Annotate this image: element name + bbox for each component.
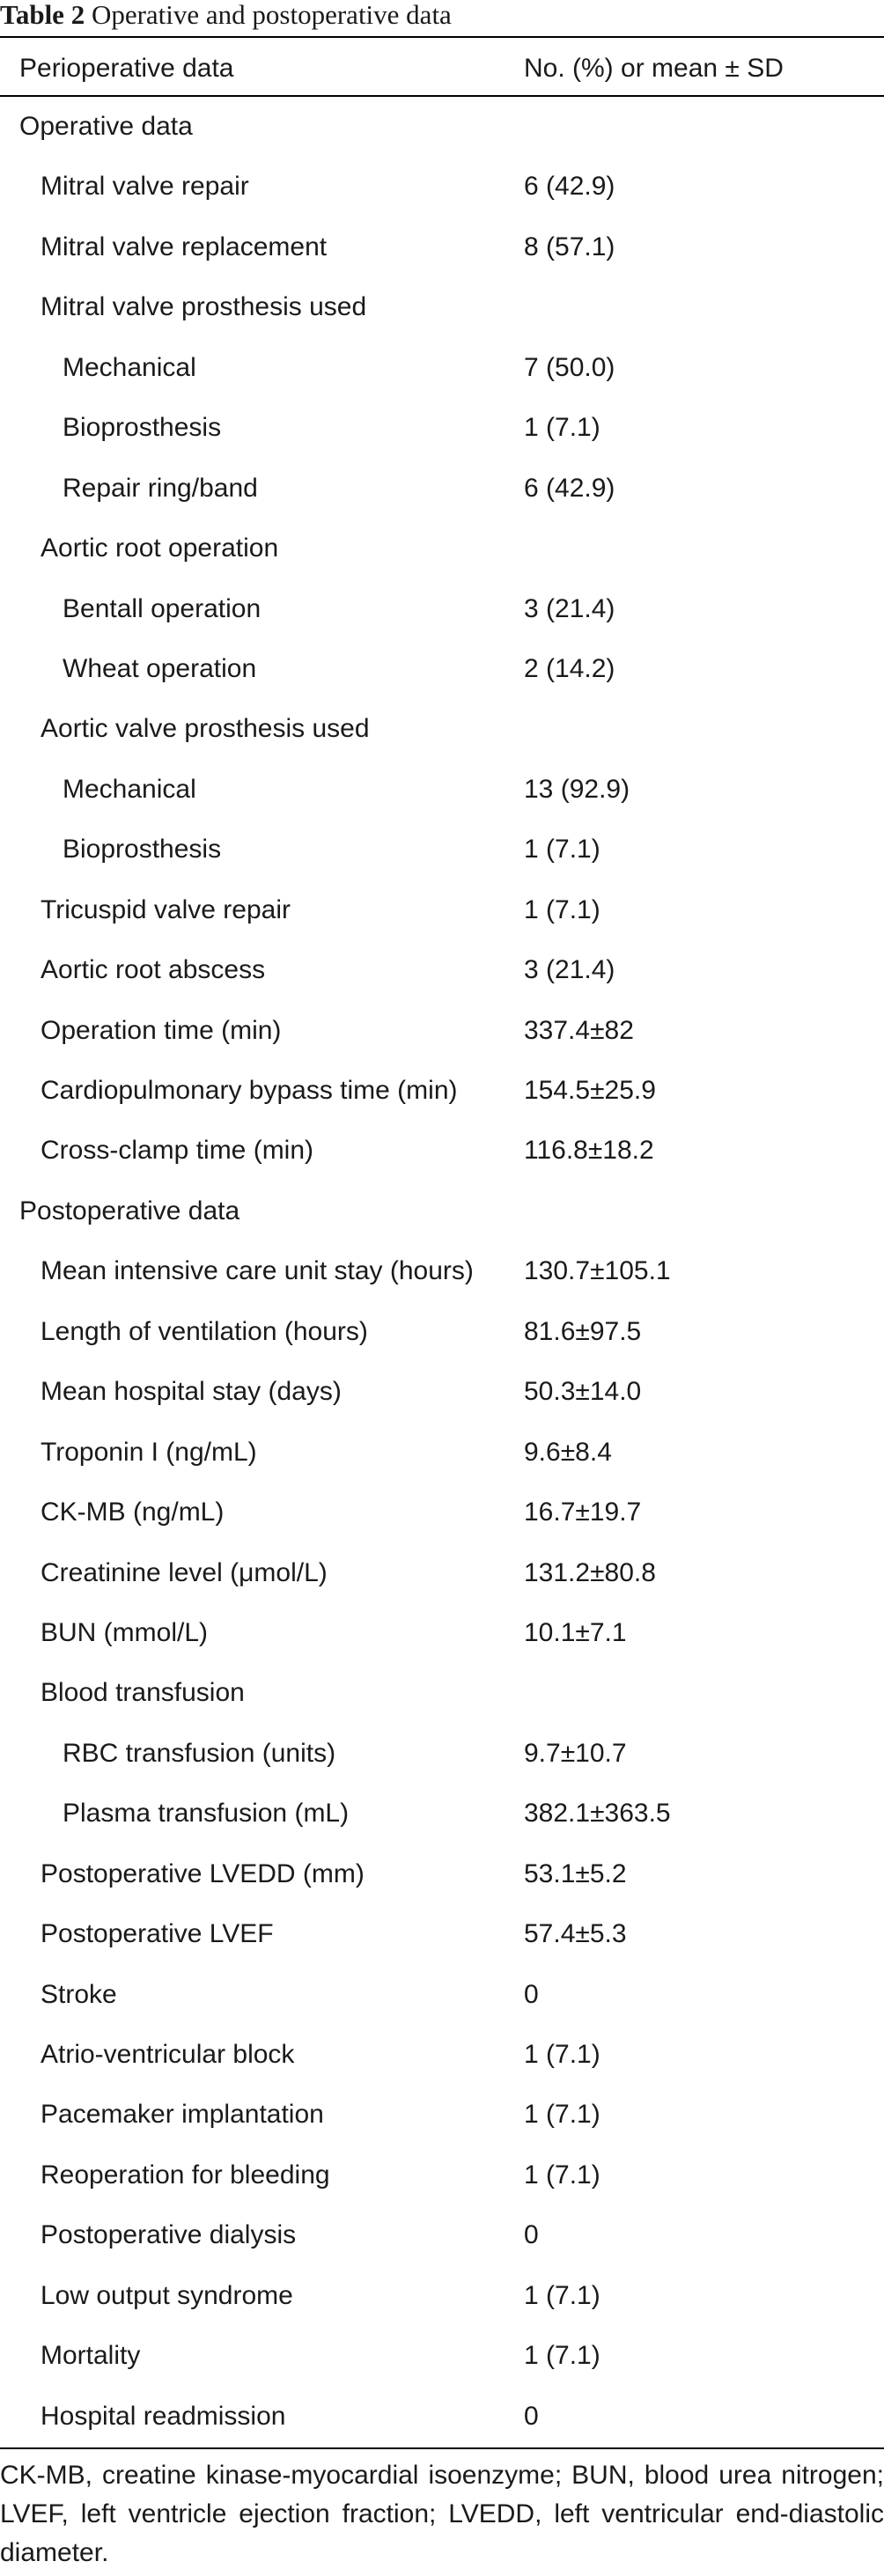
table-row	[0, 699, 884, 759]
row-label: Stroke	[41, 1979, 117, 2009]
table-row	[0, 639, 884, 699]
row-value: 116.8±18.2	[524, 1136, 654, 1166]
row-label: Mechanical	[63, 774, 196, 804]
table-row	[0, 157, 884, 217]
row-label: Wheat operation	[63, 653, 257, 683]
row-value: 50.3±14.0	[524, 1377, 642, 1407]
row-value: 6 (42.9)	[524, 473, 615, 503]
table-row	[0, 2387, 884, 2447]
table-row	[0, 459, 884, 519]
table-row	[0, 1423, 884, 1483]
row-label: Bioprosthesis	[63, 835, 222, 865]
row-value: 1 (7.1)	[524, 2040, 600, 2069]
table-row	[0, 1904, 884, 1964]
table-row	[0, 880, 884, 940]
table-row	[0, 1724, 884, 1784]
table-caption-label: Table 2	[0, 0, 85, 30]
row-label: Aortic root abscess	[41, 955, 266, 985]
row-label: Tricuspid valve repair	[41, 894, 291, 924]
row-label: Cardiopulmonary bypass time (min)	[41, 1076, 458, 1105]
row-value: 1 (7.1)	[524, 413, 600, 443]
row-value: 337.4±82	[524, 1015, 634, 1045]
row-label: Mortality	[41, 2341, 141, 2371]
table-row	[0, 579, 884, 639]
row-value: 6 (42.9)	[524, 172, 615, 202]
column-header-data: Perioperative data	[19, 54, 234, 83]
row-label: Mitral valve prosthesis used	[41, 292, 367, 322]
row-value: 0	[524, 1979, 539, 2009]
table-row	[0, 1001, 884, 1061]
table-row	[0, 1241, 884, 1301]
row-value: 9.7±10.7	[524, 1738, 627, 1768]
row-label: Hospital readmission	[41, 2401, 286, 2431]
row-label: Blood transfusion	[41, 1678, 245, 1708]
table-row	[0, 2205, 884, 2265]
row-value: 1 (7.1)	[524, 2341, 600, 2371]
table-row	[0, 2085, 884, 2145]
table-row	[0, 1061, 884, 1121]
section-header-row	[0, 1181, 884, 1241]
row-value: 9.6±8.4	[524, 1437, 612, 1467]
table-row	[0, 338, 884, 398]
row-label: Mean intensive care unit stay (hours)	[41, 1256, 474, 1286]
table-body	[0, 97, 884, 2447]
row-value: 7 (50.0)	[524, 352, 615, 382]
table-row	[0, 519, 884, 578]
row-label: Reoperation for bleeding	[41, 2160, 330, 2190]
row-label: Aortic root operation	[41, 534, 279, 563]
row-label: RBC transfusion (units)	[63, 1738, 336, 1768]
table-footnote: CK-MB, creatine kinase-myocardial isoenzyme; BUN, blood urea nitrogen; LVEF, left ventricle ejection fraction; LVEDD, left ventricular end-diastolic diameter.	[0, 2461, 884, 2567]
row-value: 57.4±5.3	[524, 1919, 627, 1949]
row-label: Postoperative dialysis	[41, 2220, 297, 2250]
table-row	[0, 1483, 884, 1542]
row-label: Mechanical	[63, 352, 196, 382]
row-value: 16.7±19.7	[524, 1498, 642, 1527]
row-label: CK-MB (ng/mL)	[41, 1498, 225, 1527]
row-value: 53.1±5.2	[524, 1858, 627, 1888]
row-label: Creatinine level (μmol/L)	[41, 1557, 328, 1587]
row-value: 130.7±105.1	[524, 1256, 671, 1286]
row-value: 8 (57.1)	[524, 232, 615, 261]
row-value: 1 (7.1)	[524, 2160, 600, 2190]
row-label: Mitral valve repair	[41, 172, 249, 202]
table-row	[0, 820, 884, 880]
table-caption	[0, 0, 884, 35]
row-label: BUN (mmol/L)	[41, 1617, 209, 1647]
row-label: Low output syndrome	[41, 2280, 293, 2310]
table-row	[0, 1543, 884, 1603]
table-bottom-rule	[0, 2447, 884, 2449]
row-label: Atrio-ventricular block	[41, 2040, 295, 2069]
row-label: Operation time (min)	[41, 1015, 282, 1045]
table-row	[0, 2266, 884, 2326]
row-label: Postoperative LVEF	[41, 1919, 274, 1949]
table-row	[0, 277, 884, 337]
row-value: 131.2±80.8	[524, 1557, 656, 1587]
table-row	[0, 1362, 884, 1422]
row-value: 13 (92.9)	[524, 774, 630, 804]
row-label: Repair ring/band	[63, 473, 258, 503]
row-label: Mean hospital stay (days)	[41, 1377, 342, 1407]
row-value: 0	[524, 2220, 539, 2250]
table-row	[0, 1784, 884, 1844]
row-value: 382.1±363.5	[524, 1799, 671, 1829]
row-label: Operative data	[19, 112, 193, 141]
row-label: Bioprosthesis	[63, 413, 222, 443]
table-row	[0, 2326, 884, 2386]
row-value: 3 (21.4)	[524, 955, 615, 985]
table-row	[0, 2145, 884, 2205]
row-label: Cross-clamp time (min)	[41, 1136, 314, 1166]
row-value: 81.6±97.5	[524, 1316, 642, 1346]
row-label: Troponin I (ng/mL)	[41, 1437, 257, 1467]
section-header-row	[0, 97, 884, 157]
row-label: Length of ventilation (hours)	[41, 1316, 368, 1346]
table-header-row	[0, 38, 884, 95]
table-row	[0, 1663, 884, 1723]
row-label: Mitral valve replacement	[41, 232, 328, 261]
table-row	[0, 1844, 884, 1904]
row-value: 10.1±7.1	[524, 1617, 627, 1647]
row-label: Plasma transfusion (mL)	[63, 1799, 350, 1829]
row-value: 3 (21.4)	[524, 593, 615, 623]
table-caption-text: Operative and postoperative data	[91, 0, 452, 30]
table-row	[0, 760, 884, 820]
table-row	[0, 1121, 884, 1181]
row-value: 2 (14.2)	[524, 653, 615, 683]
table-row	[0, 1302, 884, 1362]
row-value: 1 (7.1)	[524, 835, 600, 865]
table-row	[0, 940, 884, 1000]
column-header-value: No. (%) or mean ± SD	[524, 54, 784, 83]
row-value: 0	[524, 2401, 539, 2431]
table-row	[0, 398, 884, 458]
row-label: Aortic valve prosthesis used	[41, 714, 370, 744]
table-row	[0, 1603, 884, 1663]
row-value: 154.5±25.9	[524, 1076, 656, 1105]
row-label: Bentall operation	[63, 593, 262, 623]
row-label: Postoperative data	[19, 1196, 240, 1225]
row-value: 1 (7.1)	[524, 2280, 600, 2310]
row-label: Postoperative LVEDD (mm)	[41, 1858, 365, 1888]
row-label: Pacemaker implantation	[41, 2100, 324, 2130]
table-row	[0, 217, 884, 277]
row-value: 1 (7.1)	[524, 2100, 600, 2130]
table-row	[0, 2025, 884, 2085]
table-row	[0, 1965, 884, 2025]
row-value: 1 (7.1)	[524, 894, 600, 924]
